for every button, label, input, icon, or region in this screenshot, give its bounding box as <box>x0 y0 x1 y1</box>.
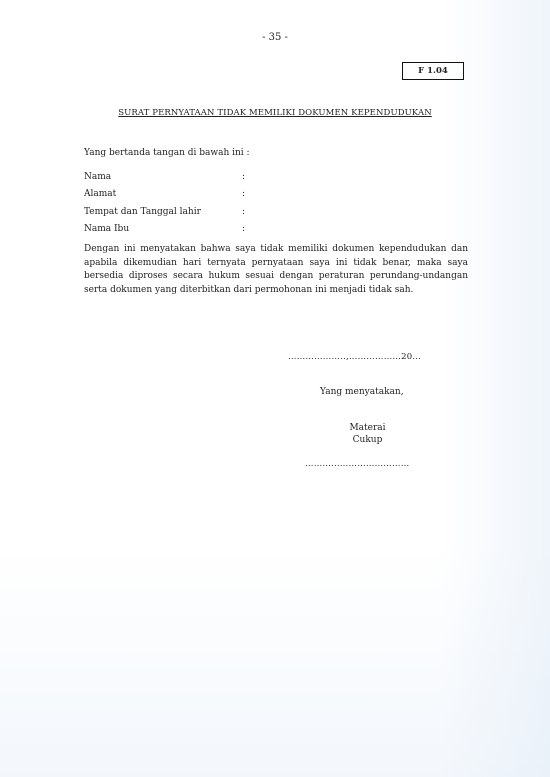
page-number: - 35 - <box>262 32 288 43</box>
signature-line: ……………………………… <box>305 459 410 469</box>
field-row-alamat <box>84 186 252 204</box>
field-separator: : <box>242 224 246 235</box>
field-separator: : <box>242 206 246 217</box>
stamp-line-cukup: Cukup <box>352 435 383 445</box>
statement-paragraph: Dengan ini menyatakan bahwa saya tidak memiliki dokumen kependudukan dan apabila dikemudian hari ternyata pernyataan saya ini tidak benar, maka saya bersedia diproses secara hukum sesuai dengan peraturan perundang-undangan serta dokumen yang diterbitkan dari permohonan ini menjadi tidak sah. <box>84 244 468 295</box>
stamp-line-materai: Materai <box>349 423 386 433</box>
intro-text: Yang bertanda tangan di bawah ini : <box>84 148 250 158</box>
field-label: Nama Ibu <box>84 224 130 235</box>
field-label: Nama <box>84 171 112 182</box>
place-date-line: ………………..,………………20... <box>288 352 422 362</box>
field-separator: : <box>242 189 246 200</box>
field-label: Tempat dan Tanggal lahir <box>84 206 201 217</box>
form-code-box: F 1.04 <box>402 62 464 80</box>
document-title: SURAT PERNYATAAN TIDAK MEMILIKI DOKUMEN KEPENDUDUKAN <box>118 108 432 118</box>
field-row-tempat-tanggal-lahir <box>84 203 252 221</box>
field-row-nama-ibu <box>84 221 252 239</box>
stamp-placeholder <box>340 422 395 446</box>
identity-fields <box>84 168 252 238</box>
field-separator: : <box>242 171 246 182</box>
field-label: Alamat <box>84 189 117 200</box>
field-row-nama <box>84 168 252 186</box>
closing-text: Yang menyatakan, <box>320 387 404 397</box>
